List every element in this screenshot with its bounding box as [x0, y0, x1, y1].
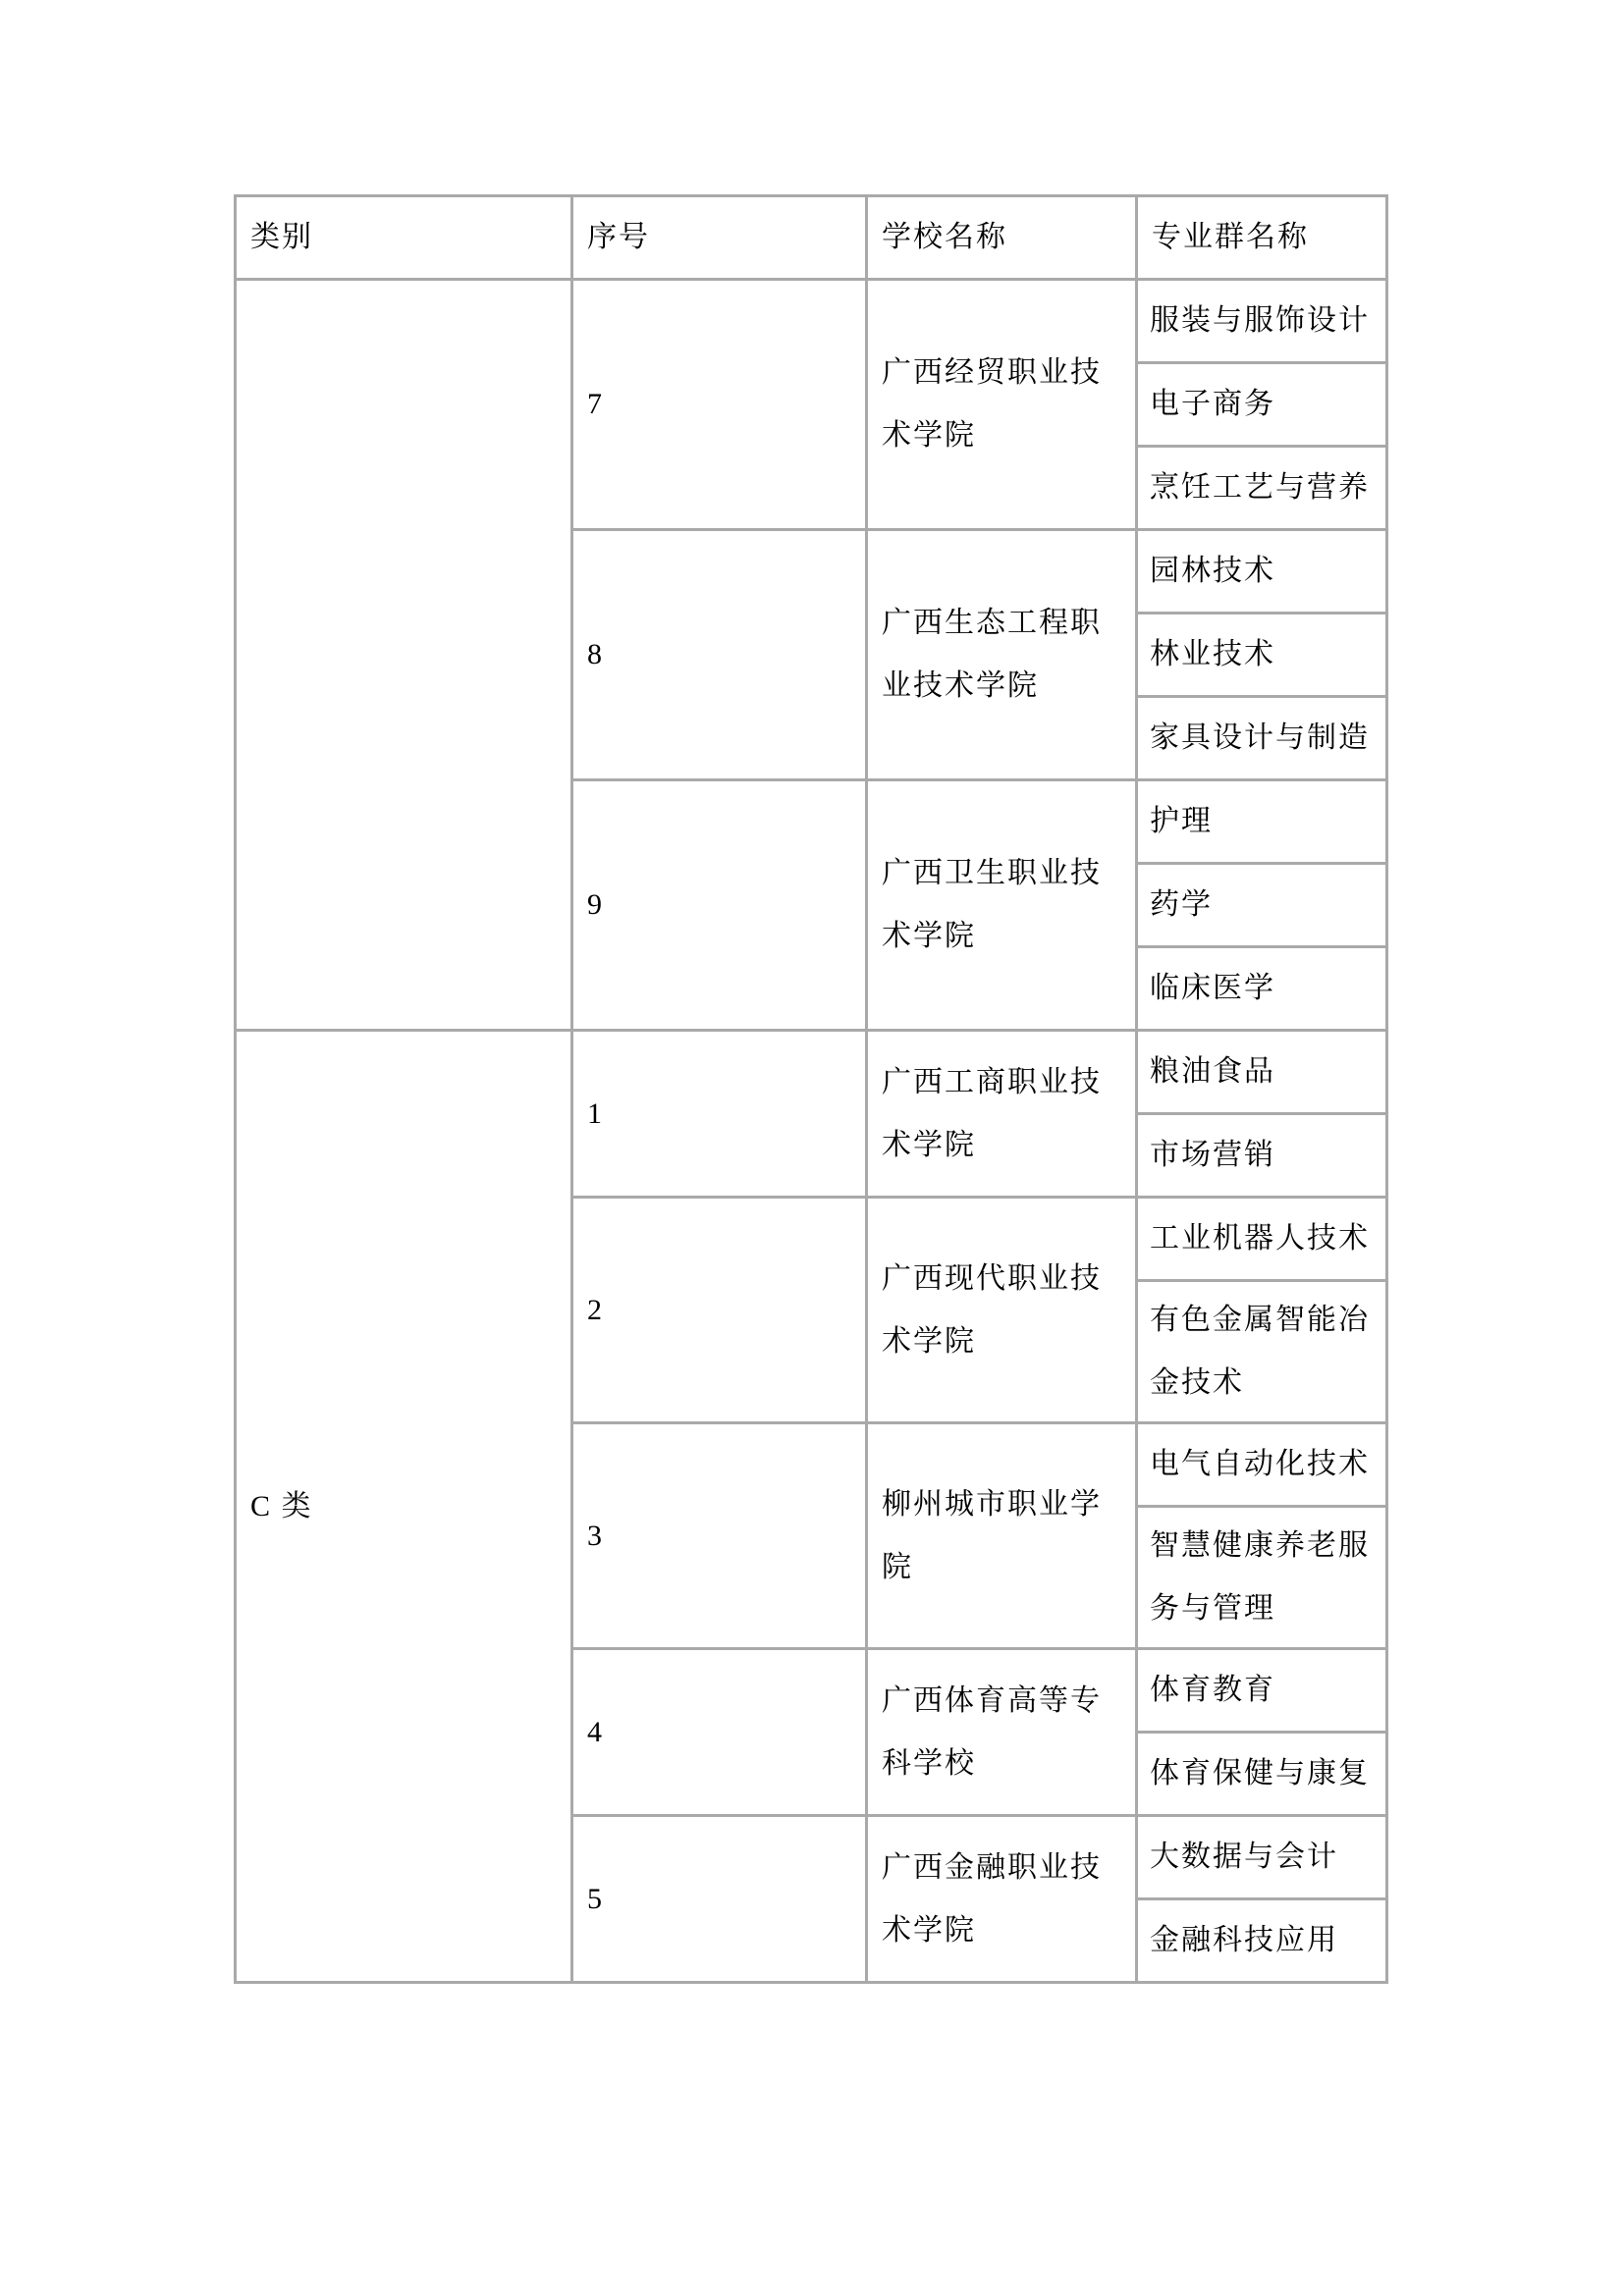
major-cell: 林业技术	[1137, 614, 1387, 697]
header-row	[236, 196, 1387, 280]
school-cell: 广西金融职业技术学院	[867, 1816, 1137, 1983]
number-cell: 5	[572, 1816, 867, 1983]
major-cell: 护理	[1137, 780, 1387, 864]
major-cell: 烹饪工艺与营养	[1137, 447, 1387, 530]
category-cell: C 类	[236, 1031, 572, 1983]
major-cell: 粮油食品	[1137, 1031, 1387, 1114]
major-cell: 大数据与会计	[1137, 1816, 1387, 1899]
number-cell: 1	[572, 1031, 867, 1198]
number-cell: 2	[572, 1198, 867, 1423]
school-cell: 广西经贸职业技术学院	[867, 280, 1137, 530]
major-cell: 工业机器人技术	[1137, 1198, 1387, 1281]
header-cell-major-group: 专业群名称	[1137, 196, 1387, 280]
header-cell-school: 学校名称	[867, 196, 1137, 280]
school-cell: 广西卫生职业技术学院	[867, 780, 1137, 1031]
college-major-table	[234, 194, 1388, 1984]
table-row	[236, 280, 1387, 363]
major-cell: 家具设计与制造	[1137, 697, 1387, 780]
major-cell: 体育教育	[1137, 1649, 1387, 1733]
major-cell: 临床医学	[1137, 947, 1387, 1031]
number-cell: 4	[572, 1649, 867, 1816]
school-cell: 广西工商职业技术学院	[867, 1031, 1137, 1198]
major-cell: 电子商务	[1137, 363, 1387, 447]
category-cell	[236, 280, 572, 1031]
major-cell: 服装与服饰设计	[1137, 280, 1387, 363]
major-cell: 园林技术	[1137, 530, 1387, 614]
major-cell: 金融科技应用	[1137, 1899, 1387, 1983]
header-cell-number: 序号	[572, 196, 867, 280]
header-cell-category: 类别	[236, 196, 572, 280]
major-cell: 体育保健与康复	[1137, 1733, 1387, 1816]
number-cell: 8	[572, 530, 867, 780]
number-cell: 7	[572, 280, 867, 530]
school-cell: 柳州城市职业学院	[867, 1423, 1137, 1649]
major-cell: 药学	[1137, 864, 1387, 947]
school-cell: 广西生态工程职业技术学院	[867, 530, 1137, 780]
table-row	[236, 1031, 1387, 1114]
major-cell: 智慧健康养老服务与管理	[1137, 1507, 1387, 1649]
major-cell: 电气自动化技术	[1137, 1423, 1387, 1507]
major-cell: 市场营销	[1137, 1114, 1387, 1198]
school-cell: 广西体育高等专科学校	[867, 1649, 1137, 1816]
school-cell: 广西现代职业技术学院	[867, 1198, 1137, 1423]
major-cell: 有色金属智能冶金技术	[1137, 1281, 1387, 1423]
number-cell: 9	[572, 780, 867, 1031]
number-cell: 3	[572, 1423, 867, 1649]
